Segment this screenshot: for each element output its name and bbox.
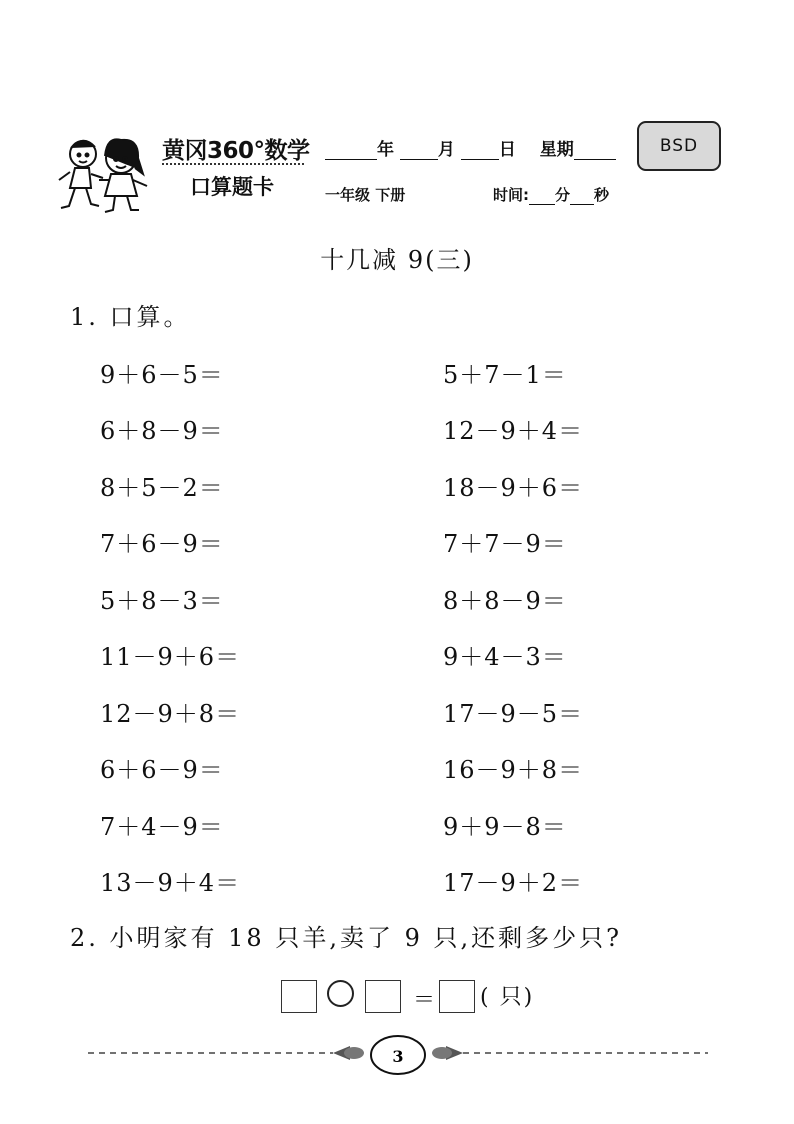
section-2-question: 2. 小明家有 18 只羊,卖了 9 只,还剩多少只? (70, 924, 622, 952)
edition-badge: BSD (637, 121, 721, 171)
equals-sign: ＝ (413, 988, 436, 1013)
day-label: 日 (498, 140, 516, 160)
operator-circle[interactable] (327, 980, 354, 1007)
expression-right-1: 5＋7－1＝ (443, 361, 567, 389)
expression-right-8: 16－9＋8＝ (443, 756, 584, 784)
weekday-label: 星期 (539, 140, 574, 160)
time-line (493, 184, 609, 205)
page-title: 十几减 9(三) (320, 246, 474, 274)
time-label: 时间: (493, 186, 529, 204)
page-number: 3 (392, 1047, 404, 1066)
month-label: 月 (437, 140, 455, 160)
weekday-blank[interactable] (574, 143, 616, 160)
second-blank[interactable] (570, 188, 594, 205)
year-label: 年 (377, 140, 394, 160)
expression-right-6: 9＋4－3＝ (443, 643, 567, 671)
expression-left-6: 11－9＋6＝ (100, 643, 241, 671)
brand-divider (162, 163, 304, 165)
date-line (325, 135, 616, 160)
expression-left-7: 12－9＋8＝ (100, 700, 241, 728)
expression-right-10: 17－9＋2＝ (443, 869, 584, 897)
year-blank[interactable] (325, 143, 377, 160)
brand-title: 黄冈360°数学 (162, 138, 310, 164)
expression-right-5: 8＋8－9＝ (443, 587, 567, 615)
expression-left-10: 13－9＋4＝ (100, 869, 241, 897)
second-label: 秒 (594, 186, 610, 204)
answer-box-result[interactable] (439, 980, 475, 1013)
expression-right-7: 17－9－5＝ (443, 700, 584, 728)
footer-ornament (88, 1032, 708, 1078)
minute-label: 分 (555, 186, 571, 204)
expression-left-1: 9＋6－5＝ (100, 361, 224, 389)
answer-box-subtrahend[interactable] (365, 980, 401, 1013)
expression-right-3: 18－9＋6＝ (443, 474, 584, 502)
day-blank[interactable] (461, 143, 499, 160)
month-blank[interactable] (400, 143, 438, 160)
expression-right-9: 9＋9－8＝ (443, 813, 567, 841)
expression-right-4: 7＋7－9＝ (443, 530, 567, 558)
expression-left-2: 6＋8－9＝ (100, 417, 224, 445)
expression-left-9: 7＋4－9＝ (100, 813, 224, 841)
brand-subtitle: 口算题卡 (190, 175, 274, 199)
unit-label: ( 只) (480, 985, 535, 1010)
expression-left-3: 8＋5－2＝ (100, 474, 224, 502)
grade-label: 一年级 下册 (325, 186, 406, 204)
section-1-heading: 1. 口算。 (70, 303, 191, 331)
minute-blank[interactable] (529, 188, 555, 205)
expression-left-5: 5＋8－3＝ (100, 587, 224, 615)
expression-right-2: 12－9＋4＝ (443, 417, 584, 445)
expression-left-4: 7＋6－9＝ (100, 530, 224, 558)
expression-left-8: 6＋6－9＝ (100, 756, 224, 784)
answer-box-minuend[interactable] (281, 980, 317, 1013)
kids-logo-icon (55, 132, 155, 214)
